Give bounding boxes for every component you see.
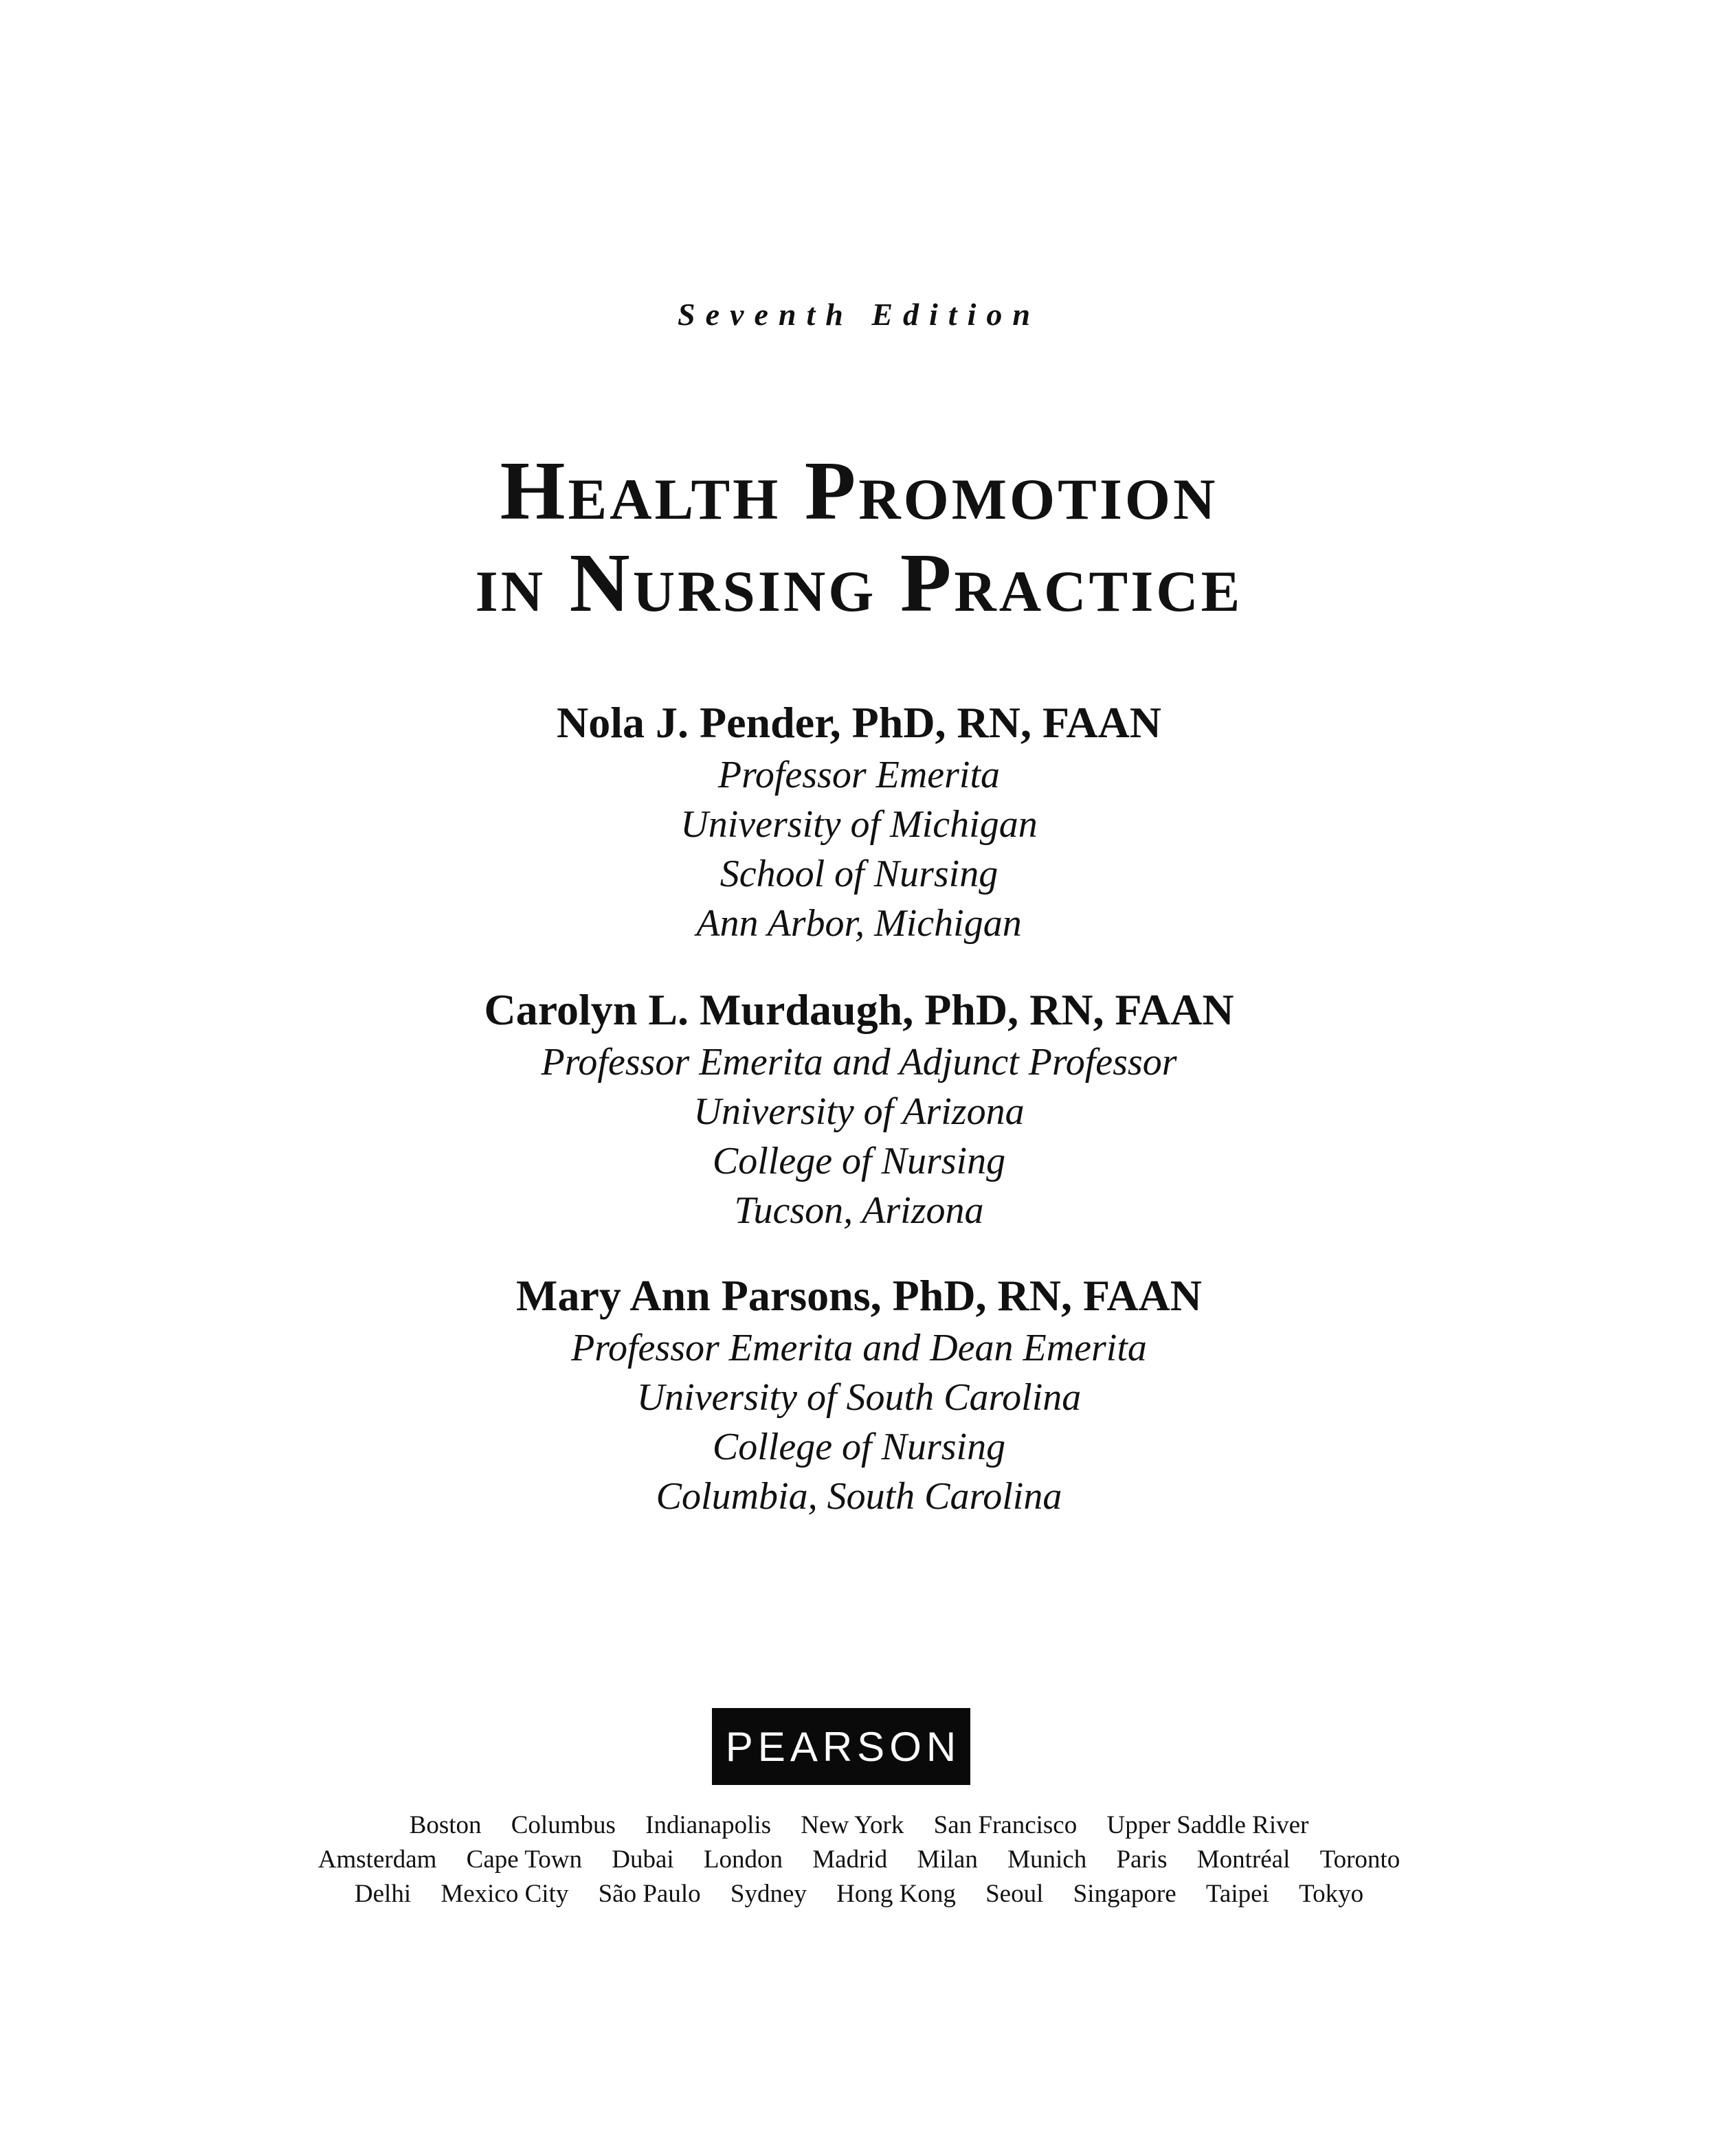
city-row <box>0 1808 1718 1843</box>
author-school: College of Nursing <box>712 1426 1006 1468</box>
city: Singapore <box>1073 1880 1176 1908</box>
city: Upper Saddle River <box>1106 1811 1309 1839</box>
city: Boston <box>409 1811 482 1839</box>
author-location: Tucson, Arizona <box>734 1189 984 1232</box>
book-title-line-2: in Nursing Practice <box>475 537 1243 629</box>
author-university: University of Michigan <box>680 803 1038 846</box>
city: Sydney <box>730 1880 807 1908</box>
city: São Paulo <box>598 1880 701 1908</box>
author-name: Carolyn L. Murdaugh, PhD, RN, FAAN <box>484 985 1234 1034</box>
city-row <box>0 1843 1718 1877</box>
publisher-logo: PEARSON <box>712 1708 970 1785</box>
city: Amsterdam <box>317 1845 437 1874</box>
author-name: Mary Ann Parsons, PhD, RN, FAAN <box>516 1271 1202 1320</box>
city: Seoul <box>985 1880 1044 1908</box>
author-location: Ann Arbor, Michigan <box>696 902 1022 945</box>
author-school: School of Nursing <box>719 853 999 895</box>
city: Madrid <box>812 1845 888 1874</box>
book-title-line-1: Health Promotion <box>500 445 1218 537</box>
city: San Francisco <box>933 1811 1078 1839</box>
city-row <box>0 1877 1718 1911</box>
city: Columbus <box>511 1811 616 1839</box>
city: Delhi <box>354 1880 412 1908</box>
author-title: Professor Emerita and Adjunct Professor <box>541 1041 1177 1083</box>
author-university: University of South Carolina <box>636 1376 1082 1419</box>
city: Milan <box>917 1845 978 1874</box>
city: New York <box>801 1811 904 1839</box>
city: Paris <box>1116 1845 1168 1874</box>
author-block <box>0 982 1718 1235</box>
city: Tokyo <box>1299 1880 1364 1908</box>
book-title <box>0 445 1718 629</box>
city: Dubai <box>612 1845 674 1874</box>
city: Cape Town <box>466 1845 582 1874</box>
city: Montréal <box>1196 1845 1291 1874</box>
city: Hong Kong <box>836 1880 956 1908</box>
city: Indianapolis <box>645 1811 772 1839</box>
author-location: Columbia, South Carolina <box>656 1475 1062 1518</box>
author-block <box>0 1268 1718 1521</box>
author-title: Professor Emerita <box>717 754 1001 796</box>
author-title: Professor Emerita and Dean Emerita <box>571 1327 1147 1369</box>
edition-label: Seventh Edition <box>678 297 1040 332</box>
city: Munich <box>1007 1845 1087 1874</box>
author-school: College of Nursing <box>712 1140 1006 1182</box>
city: Taipei <box>1205 1880 1269 1908</box>
city: Toronto <box>1319 1845 1401 1874</box>
author-university: University of Arizona <box>693 1090 1025 1133</box>
city: Mexico City <box>440 1880 569 1908</box>
publisher-cities <box>0 1808 1718 1911</box>
author-block <box>0 695 1718 948</box>
author-name: Nola J. Pender, PhD, RN, FAAN <box>557 698 1161 747</box>
city: London <box>703 1845 783 1874</box>
